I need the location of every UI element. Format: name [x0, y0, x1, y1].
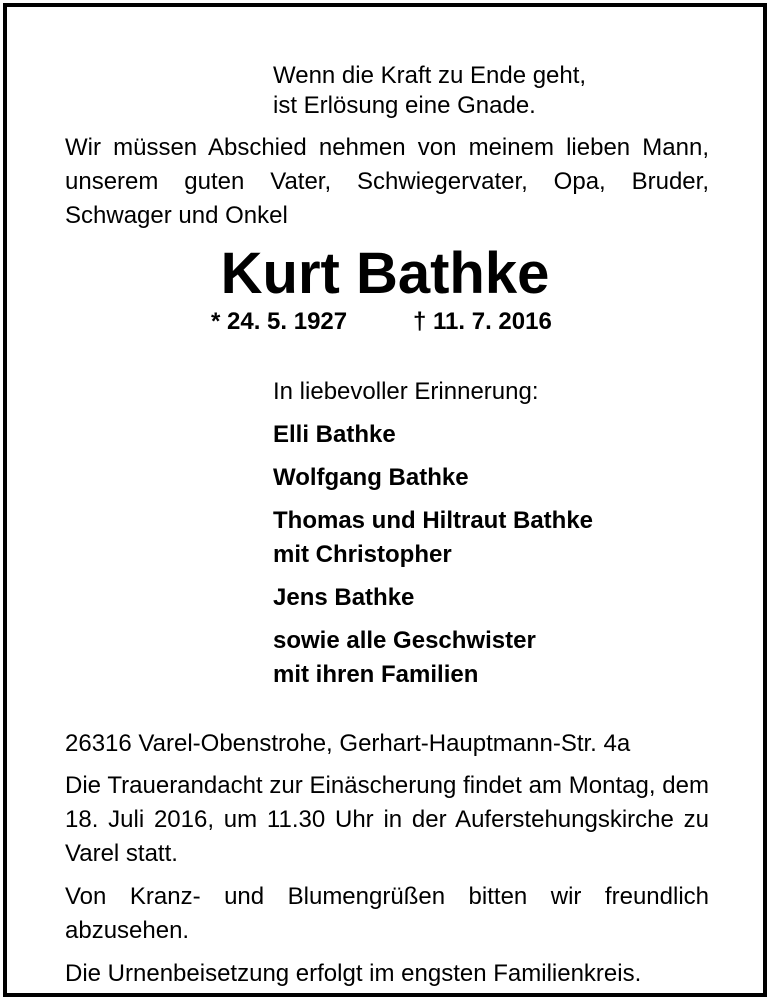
family-address: 26316 Varel-Obenstrohe, Gerhart-Hauptmann-Str. 4a: [65, 730, 631, 757]
mourner-entry: [273, 418, 593, 452]
mourners-block: [273, 375, 593, 692]
mourner-line: Jens Bathke: [273, 584, 415, 611]
flowers-notice: Von Kranz- und Blumengrüßen bitten wir freundlich abzusehen.: [65, 883, 709, 944]
obituary-notice: [3, 3, 767, 997]
motto-line: ist Erlösung eine Gnade.: [273, 92, 536, 119]
burial-notice: Die Urnenbeisetzung erfolgt im engsten Familienkreis.: [65, 960, 642, 987]
mourner-entry: [273, 504, 593, 572]
mourner-line: sowie alle Geschwister: [273, 627, 536, 654]
birth-date: * 24. 5. 1927: [211, 308, 348, 335]
mourner-line: Elli Bathke: [273, 421, 396, 448]
mourner-line: mit ihren Familien: [273, 661, 479, 688]
notices: [65, 769, 709, 1000]
mourner-entry: [273, 581, 593, 615]
mourner-line: Thomas und Hiltraut Bathke: [273, 507, 594, 534]
death-date: † 11. 7. 2016: [413, 308, 552, 335]
deceased-name: Kurt Bathke: [220, 241, 550, 306]
mourner-line: Wolfgang Bathke: [273, 464, 469, 491]
memory-label: In liebevoller Erinnerung:: [273, 378, 539, 405]
motto-line: Wenn die Kraft zu Ende geht,: [273, 62, 587, 89]
funeral-service-notice: Die Trauerandacht zur Einäscherung findet am Montag, dem 18. Juli 2016, um 11.30 Uhr in der Auferstehungskirche zu Varel statt.: [65, 772, 709, 867]
mourner-line: mit Christopher: [273, 541, 452, 568]
mourner-entry: [273, 624, 593, 692]
mourner-entry: [273, 461, 593, 495]
intro-text: Wir müssen Abschied nehmen von meinem lieben Mann, unserem guten Vater, Schwiegervater, Opa, Bruder, Schwager und Onkel: [65, 134, 709, 229]
motto: [273, 61, 586, 121]
